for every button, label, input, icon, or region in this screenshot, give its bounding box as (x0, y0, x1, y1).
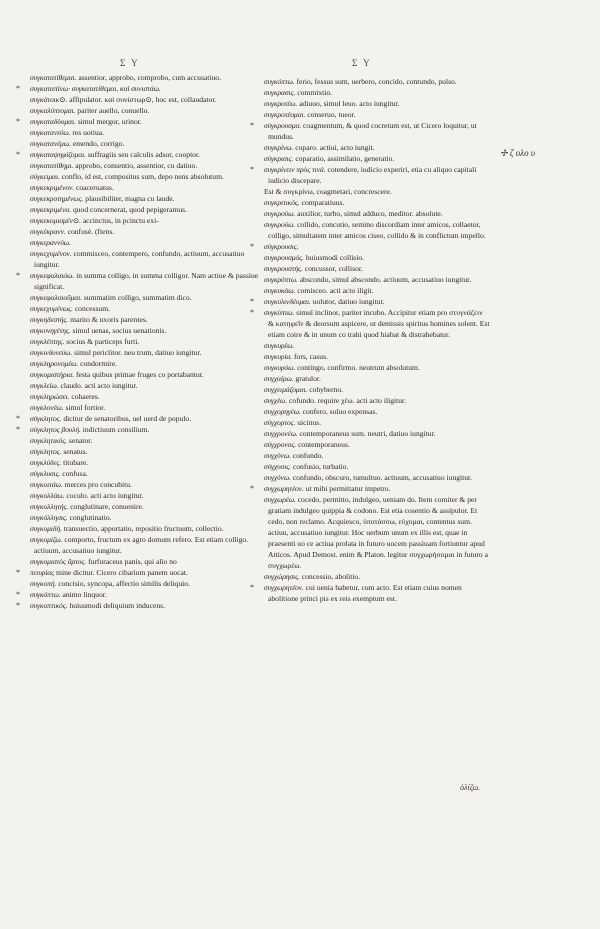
dictionary-entry (262, 219, 490, 241)
latin-gloss: conseruo, tueor. (307, 110, 356, 119)
greek-headword: συγκατατίθημι. (30, 161, 74, 170)
latin-gloss: Est & συγκρίνω, coagmetari, concrescere. (264, 187, 392, 196)
greek-headword: συγκόπτω. (264, 77, 295, 86)
greek-headword: συγκάτοικ⊙. (30, 95, 68, 104)
dictionary-entry (28, 534, 270, 556)
dictionary-entry (262, 362, 490, 373)
greek-headword: συγχωρητέον. (264, 583, 304, 592)
greek-headword: συγκρουστής. (264, 264, 303, 273)
greek-headword: συγκυλινδέομαι. (264, 297, 311, 306)
dictionary-entry (262, 373, 490, 384)
dictionary-entry (262, 450, 490, 461)
latin-gloss: confusa. (62, 469, 88, 478)
greek-headword: σύγκρισις. (264, 154, 294, 163)
greek-headword: συγκεκριμένα. (30, 205, 72, 214)
latin-gloss: in summa colligo, in summa colligor. Nam actiue & passiue significat. (34, 271, 259, 291)
dictionary-entry (28, 369, 270, 380)
latin-gloss: assentior, approbo, comprobo, cum accusatiuo. (78, 73, 221, 82)
greek-headword: συγχώρησις. (264, 572, 300, 581)
dictionary-entry (262, 142, 490, 153)
latin-gloss: comparatiuus. (301, 198, 345, 207)
latin-gloss: confundo, obscuro, tumultuo. actiuum, accusatiuo iungitur. (292, 473, 473, 482)
running-head-left: Σ Υ (120, 58, 140, 68)
greek-headword: συγκρούω. (264, 220, 296, 229)
greek-headword: συγκυνηγέτης. (30, 326, 71, 335)
latin-gloss: senator. (68, 436, 93, 445)
dictionary-entry (28, 512, 270, 523)
greek-headword: συγκατατίθεμαι. (30, 73, 77, 82)
greek-headword: συγκρύπτω. (264, 275, 298, 284)
latin-gloss: comporto, fructum ex agro domum refero. Est etiam colligo. actiuum, accusatiuo iungitur. (34, 535, 249, 555)
dictionary-entry (262, 384, 490, 395)
dictionary-entry: * συγκυλινδέομαι. uolutor, datiuo iungitur. (250, 297, 385, 306)
greek-headword: σύγκλυσις. (30, 469, 61, 478)
greek-headword: συγκομιστήρια. (30, 370, 75, 379)
dictionary-entry (28, 160, 270, 171)
latin-gloss: coparatio, assimilatio, generatio. (295, 154, 395, 163)
dictionary-entry (262, 351, 490, 362)
latin-gloss: cofundo. require χέω. acti acto iligitur. (289, 396, 407, 405)
greek-headword: σύγκρουσμα. (264, 121, 302, 130)
latin-gloss: confundo. (292, 451, 324, 460)
dictionary-entry (28, 578, 270, 589)
latin-gloss: cocedo, permitto, indulgeo, ueniam do. Item comiter & per gratiam indulgeo quippia & codono. Est etia cosentio & assipulor. Et cedo, non reclamo. Acquiesco, ὑποτάσσω, εὐχομαι, contentus sum. actiuu, accusatiuo iungitur. Hoc uerbum unum ex illis est, quae in praesenti uo ce actiua prolata in futuro uocem passiuam fortiuntur apud Atticos. Apud Demost. enim & Platon. legitur συγχωρήσομαι in futuro a συγχωρέω. (268, 495, 489, 570)
dictionary-entry (28, 204, 270, 215)
dictionary-entry: * συγκαταψηφίζομαι. suffragiis seu calculis adsor, cooptor. (16, 150, 200, 159)
latin-gloss: approbo, consentio, assentior, cu datiuo. (75, 161, 198, 170)
dictionary-entry (28, 347, 270, 358)
greek-headword: συγκυρία. (264, 352, 293, 361)
dictionary-entry: * συγκρίνειν πρὸς τινά. cotendere, iudicio experiri, etia cu aliquo capitali iudicio discepare. (250, 165, 477, 185)
dictionary-entry (262, 406, 490, 417)
dictionary-entry (262, 76, 490, 87)
greek-headword: συγχαίρω. (264, 374, 294, 383)
dictionary-entry (262, 98, 490, 109)
dictionary-entry (262, 263, 490, 274)
latin-gloss: plausibiliter, magna cu laude. (85, 194, 175, 203)
dictionary-entry (262, 395, 490, 406)
dictionary-entry (28, 237, 270, 248)
latin-gloss: concessum. (74, 304, 111, 313)
latin-gloss: condormire. (80, 359, 118, 368)
dictionary-entry: * συγκόπτω. animo linquor. (16, 590, 107, 599)
greek-headword: συγκλέπτης. (30, 337, 65, 346)
dictionary-entry (28, 215, 270, 226)
marginal-annotation: ✢ ζ ολο υ (500, 148, 535, 158)
greek-headword: συγχωρητέον. (264, 484, 304, 493)
greek-headword: συγκρουσμός. (264, 253, 304, 262)
dictionary-entry (28, 468, 270, 479)
greek-headword: σύγκλητος. (30, 414, 62, 423)
latin-gloss: ferio, fessus sum, uerbero, concido, contundo, pulso. (296, 77, 457, 86)
latin-gloss: quod concernerat, quod pepigeramus. (72, 205, 188, 214)
dictionary-entry (28, 358, 270, 369)
latin-gloss: transuectio, apportatio, repositio fructuum, collectio. (63, 524, 224, 533)
latin-gloss: senatus. (63, 447, 88, 456)
latin-gloss: confusio, turbatio. (292, 462, 349, 471)
latin-gloss: cohyberno. (309, 385, 344, 394)
greek-headword: συγκεκροτημένως. (30, 194, 84, 203)
latin-gloss: pariter auello, conuello. (77, 106, 150, 115)
dictionary-entry (262, 439, 490, 450)
dictionary-entry (28, 94, 270, 105)
greek-headword: συγκολλητής. (30, 502, 69, 511)
greek-headword: συγκυρέω. (264, 341, 295, 350)
greek-headword: συγκατανέμω. (30, 139, 71, 148)
latin-gloss: res uotiua. (72, 128, 105, 137)
greek-headword: συγκαταψηφίζομαι. (30, 150, 86, 159)
dictionary-entry: * σύγκρουσις. (250, 242, 299, 251)
greek-headword: συγκροτέομαι. (264, 110, 306, 119)
latin-gloss: contemporaneus sum. neutri, datiuo iungitur. (299, 429, 436, 438)
latin-gloss: coaceruatus. (76, 183, 114, 192)
dictionary-entry (28, 391, 270, 402)
latin-gloss: gratulor. (295, 374, 321, 383)
dictionary-entry (28, 501, 270, 512)
latin-gloss: conflo, id est, compositus sum, depo nens absolutum. (61, 172, 224, 181)
greek-headword: συγκρασις. (264, 88, 296, 97)
latin-gloss: animo linquor. (62, 590, 107, 599)
dictionary-entry (28, 182, 270, 193)
latin-gloss: ut mihi permittatur impetro. (305, 484, 391, 493)
dictionary-entry: * συγκαταδύομαι. simul mergor, urinor. (16, 117, 142, 126)
dictionary-entry (262, 285, 490, 296)
greek-headword: συγκαταδύομαι. (30, 117, 76, 126)
running-head-right: Σ Υ (352, 58, 372, 68)
greek-headword: σύγχορτος. (264, 418, 296, 427)
greek-headword: συγχρονέω. (264, 429, 298, 438)
greek-headword: συγκοπτικός. (30, 601, 68, 610)
greek-headword: συγκέκρανν. (30, 227, 66, 236)
dictionary-entry (28, 193, 270, 204)
latin-gloss: dicitur de senatoribus, uel uerd de populo. (63, 414, 192, 423)
dictionary-entry (28, 171, 270, 182)
greek-headword: συγκλητικός. (30, 436, 67, 445)
latin-gloss: conglutinatio. (69, 513, 112, 522)
dictionary-entry (28, 105, 270, 116)
greek-headword: συγκαταπίνω· συγκατατίθεμαι, καὶ συνιστάω. (30, 84, 161, 93)
latin-gloss: coagmentum, & quod cocretum est, ut Cicero loquitur, ut mundus. (268, 121, 477, 141)
greek-headword: συγχύνω. (264, 473, 291, 482)
latin-gloss: accinctus, in pcinctu exi- (82, 216, 159, 225)
latin-gloss: collido, concutio, semino discordiam inter amicos, collaetor, colligo, simultatem inter amicos ciseo, collido & in conflictum impello. (268, 220, 486, 240)
dictionary-entry (262, 274, 490, 285)
greek-headword: συγκομιστὸς ἄρτος. (30, 557, 87, 566)
dictionary-entry: * συγκεφαλαιόω. in summa colligo, in summa colligor. Nam actiue & passiue significat. (16, 271, 259, 291)
greek-headword: συγκληρώσει. (30, 392, 70, 401)
dictionary-entry (28, 556, 270, 567)
greek-headword: συγκρίνω. (264, 143, 294, 152)
greek-headword: συγχορηγέω. (264, 407, 301, 416)
dictionary-entry: * σύγκλητος βουλή. indictiuum consilium. (16, 425, 150, 434)
greek-headword: συγκοιτάω. (30, 480, 63, 489)
dictionary-entry (262, 109, 490, 120)
greek-headword: συγκεκριμένον. (30, 183, 75, 192)
latin-gloss: auxilior, turbo, simul adduco, meditor. absolute. (297, 209, 443, 218)
latin-gloss: suffragiis seu calculis adsor, cooptor. (87, 150, 200, 159)
greek-headword: συγκλείω. (30, 381, 59, 390)
dictionary-entry (28, 138, 270, 149)
dictionary-entry (262, 186, 490, 197)
dictionary-entry (28, 336, 270, 347)
dictionary-entry (28, 292, 270, 303)
dictionary-entry: * συγκύπτω. simul inclinor, pariter incubo. Accipitur etiam pro στυγνάζειν & κατηφεῖν & deorsum aspicere, ut demissis spiritus homines solent. Est etiam coire & in unum co trahi quod hiabat & distrahebatur. (250, 308, 490, 339)
greek-headword: συγκηδεστής. (30, 315, 69, 324)
latin-gloss: claudo. acti acto iungitur. (60, 381, 138, 390)
latin-gloss: affipulator. καὶ συνίστωρ⊙, hoc est, collaudator. (69, 95, 217, 104)
dictionary-entry: * πιτυρίας mine dicitur. Cicero cibarium panem uocat. (16, 568, 188, 577)
latin-gloss: mine dicitur. Cicero cibarium panem uocat. (56, 568, 188, 577)
greek-headword: συγκινδυνεύω. (30, 348, 73, 357)
latin-gloss: coparo. actiui, acto iungit. (295, 143, 375, 152)
latin-gloss: commisceo, contempero, confundo, actiuum, accusatiuo iungitur. (34, 249, 245, 269)
greek-headword: συγκοπή. (30, 579, 57, 588)
greek-headword: συγκεραννύω. (30, 238, 71, 247)
dictionary-entry (28, 479, 270, 490)
latin-gloss: socius & particeps furti. (66, 337, 140, 346)
dictionary-entry (262, 340, 490, 351)
dictionary-entry (262, 461, 490, 472)
greek-headword: συγκομιδή. (30, 524, 62, 533)
greek-headword: συγκλονέω. (30, 403, 64, 412)
latin-gloss: huiusmodi deliquium inducens. (69, 601, 165, 610)
greek-headword: πιτυρίας (30, 568, 55, 577)
latin-gloss: huiusmodi collisio. (305, 253, 365, 262)
latin-gloss: concussor, collisor. (304, 264, 363, 273)
latin-gloss: contingo, confirmo. neutrum absolutum. (297, 363, 420, 372)
latin-gloss: comisceo. acti acto iligit. (297, 286, 374, 295)
latin-gloss: indictiuum consilium. (82, 425, 150, 434)
greek-headword: συγκλύδες. (30, 458, 62, 467)
latin-gloss: coculo. acti acto iungitur. (66, 491, 144, 500)
latin-gloss: confero, soluo expensas. (302, 407, 378, 416)
dictionary-entry (28, 303, 270, 314)
latin-gloss: summatim colligo, summatim dico. (83, 293, 192, 302)
greek-headword: συγκύπτω. (264, 308, 295, 317)
latin-gloss: confusè. (ftens. (67, 227, 115, 236)
greek-headword: συγκρίνειν πρὸς τινά. (264, 165, 326, 174)
dictionary-entry (28, 457, 270, 468)
dictionary-entry (262, 472, 490, 483)
dictionary-entry: * συγκοπτικός. huiusmodi deliquium inducens. (16, 601, 165, 610)
latin-gloss: cotendere, iudicio experiri, etia cu aliquo capitali iudicio discepare. (268, 165, 477, 185)
greek-headword: συγκομίζω. (30, 535, 63, 544)
dictionary-entry: * συγχωρητέον. ut mihi permittatur impetro. (250, 484, 391, 493)
greek-headword: συγχύνω. (264, 451, 291, 460)
dictionary-entry (28, 435, 270, 446)
greek-headword: σύγκειμαι. (30, 172, 60, 181)
greek-headword: συγκριτικός. (264, 198, 300, 207)
latin-gloss: merces pro concubitu. (64, 480, 132, 489)
dictionary-entry (262, 417, 490, 428)
dictionary-entry (28, 314, 270, 325)
dictionary-entry (28, 226, 270, 237)
dictionary-entry (28, 127, 270, 138)
dictionary-entry (28, 72, 270, 83)
greek-headword: συγκατανεύω. (30, 128, 71, 137)
latin-gloss: concessio, abolitio. (301, 572, 361, 581)
greek-headword: συγκληρονομέω. (30, 359, 79, 368)
latin-gloss: abscondo, simul abscondo. actiuum, accusatiuo iungitur. (299, 275, 472, 284)
latin-gloss: cohaeres. (71, 392, 100, 401)
dictionary-entry (262, 87, 490, 98)
greek-headword: συγκεχυμένως. (30, 304, 73, 313)
latin-gloss: furfuraceus panis, qui alio no (88, 557, 177, 566)
dictionary-entry (262, 153, 490, 164)
greek-headword: συγκολλάω. (30, 491, 65, 500)
greek-headword: συγκυκάω. (264, 286, 296, 295)
latin-gloss: simul fortior. (65, 403, 106, 412)
greek-headword: σύγχυσις. (264, 462, 291, 471)
latin-gloss: uolutor, datiuo iungitur. (312, 297, 385, 306)
greek-headword: συγκεφαλαιόω. (30, 271, 75, 280)
greek-headword: συγκεκομισμέν⊙. (30, 216, 81, 225)
dictionary-entry (28, 380, 270, 391)
dictionary-entry (262, 208, 490, 219)
greek-headword: συγκόλλησις. (30, 513, 68, 522)
dictionary-entry: * συγκαταπίνω· συγκατατίθεμαι, καὶ συνιστάω. (16, 84, 161, 93)
greek-headword: σύγκλητος. (30, 447, 62, 456)
latin-gloss: simul inclinor, pariter incubo. Accipitur etiam pro στυγνάζειν & κατηφεῖν & deorsum aspicere, ut demissis spiritus homines solent. Est etiam coire & in unum co trahi quod hiabat & distrahebatur. (268, 308, 490, 339)
greek-headword: συγκαλύπτομαι. (30, 106, 76, 115)
latin-gloss: festa quibus primae fruges co portabantur. (75, 370, 204, 379)
dictionary-entry: * σύγκρουσμα. coagmentum, & quod cocretum est, ut Cicero loquitur, ut mundus. (250, 121, 477, 141)
latin-gloss: emendo, corrigo. (72, 139, 125, 148)
right-column (250, 76, 490, 604)
greek-headword: συγκόπτω. (30, 590, 61, 599)
dictionary-entry (262, 571, 490, 582)
dictionary-entry (262, 197, 490, 208)
greek-headword: συγκεχυμένον. (30, 249, 72, 258)
greek-headword: συγκρούω. (264, 209, 296, 218)
latin-gloss: commixtio. (297, 88, 333, 97)
dictionary-entry (262, 428, 490, 439)
latin-gloss: contemporaneus. (298, 440, 350, 449)
latin-gloss: simul periclitor. neu trum, datiuo iungitur. (74, 348, 202, 357)
latin-gloss: simul uenas, socius uenationis. (72, 326, 167, 335)
dictionary-entry: * συγχωρητέον. cui uenia habetur, cum acto. Est etiam cuius nomen abolitione princi pis ex reis exemptum est. (250, 583, 462, 603)
dictionary-entry (28, 523, 270, 534)
greek-headword: συγκεφαλαιοῦμαι. (30, 293, 82, 302)
dictionary-entry: * σύγκλητος. dicitur de senatoribus, uel uerd de populo. (16, 414, 192, 423)
greek-headword: συγχέω. (264, 396, 288, 405)
dictionary-entry (262, 252, 490, 263)
dictionary-entry (28, 325, 270, 336)
latin-gloss: marito & uxoris parentes. (70, 315, 148, 324)
dictionary-entry (28, 248, 270, 270)
latin-gloss: concisio, syncopa, affectio similis deliquio. (58, 579, 190, 588)
latin-gloss: cui uenia habetur, cum acto. Est etiam cuius nomen abolitione princi pis ex reis exemptum est. (268, 583, 462, 603)
greek-headword: συγχωρέω. (264, 495, 296, 504)
latin-gloss: conglutinare, conuenire. (70, 502, 144, 511)
greek-headword: σύγκρουσις. (264, 242, 299, 251)
greek-headword: σύγκλητος βουλή. (30, 425, 81, 434)
greek-headword: σύγχρονος. (264, 440, 297, 449)
latin-gloss: simul mergor, urinor. (77, 117, 142, 126)
latin-gloss: titubare. (63, 458, 89, 467)
catchword: ὀλίζω. (460, 783, 481, 792)
greek-headword: συγχειμάζομαι. (264, 385, 308, 394)
left-column (16, 72, 270, 611)
dictionary-entry (28, 446, 270, 457)
greek-headword: συγκυρόω. (264, 363, 296, 372)
dictionary-entry (262, 494, 490, 571)
dictionary-entry (28, 402, 270, 413)
latin-gloss: adiuuo, simul leuo. acto iungitur. (299, 99, 400, 108)
dictionary-entry (28, 490, 270, 501)
greek-headword: συγκροτέω. (264, 99, 298, 108)
latin-gloss: fors, casus. (294, 352, 328, 361)
latin-gloss: uicinus. (297, 418, 322, 427)
